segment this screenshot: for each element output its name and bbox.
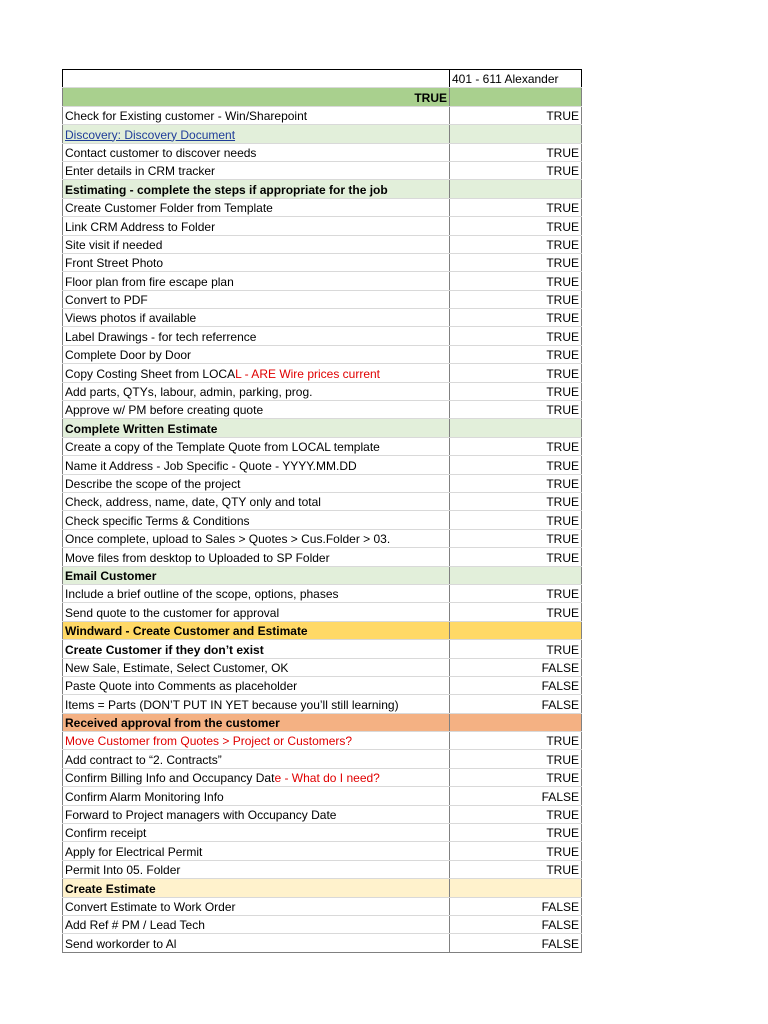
task-cell[interactable] [63,161,450,179]
status-value: FALSE [541,899,579,914]
table-row [63,511,582,529]
table-row [63,474,582,492]
status-value: TRUE [546,219,579,234]
section-row [63,180,582,198]
task-text: Views photos if available [65,311,197,326]
true-header-row [63,88,582,106]
task-text: Paste Quote into Comments as placeholder [65,679,298,694]
task-cell[interactable] [63,768,450,786]
status-cell[interactable] [450,198,582,216]
task-cell[interactable] [63,732,450,750]
status-value: FALSE [541,697,579,712]
task-note-red: Move Customer from Quotes > Project or Customers? [65,734,353,749]
task-cell[interactable] [63,529,450,547]
status-cell[interactable] [450,732,582,750]
status-cell[interactable] [450,805,582,823]
status-value: TRUE [546,458,579,473]
status-cell[interactable] [450,125,582,143]
table-row [63,345,582,363]
task-text: Enter details in CRM tracker [65,164,216,179]
task-cell[interactable] [63,198,450,216]
status-value: FALSE [541,936,579,951]
section-row [63,879,582,897]
table-row [63,842,582,860]
task-cell[interactable] [63,787,450,805]
task-text: Confirm Alarm Monitoring Info [65,789,224,804]
status-value: TRUE [546,293,579,308]
status-cell[interactable] [450,474,582,492]
status-cell[interactable] [450,456,582,474]
table-row [63,658,582,676]
task-note-red: e - What do I need? [274,771,380,786]
status-cell[interactable] [450,235,582,253]
status-value: TRUE [546,605,579,620]
table-row [63,750,582,768]
status-value: TRUE [546,642,579,657]
status-cell[interactable] [450,309,582,327]
task-cell[interactable] [63,217,450,235]
status-value: TRUE [546,495,579,510]
task-cell[interactable] [63,143,450,161]
task-text: Confirm receipt [65,826,147,841]
status-cell[interactable] [450,695,582,713]
table-row [63,824,582,842]
task-text: Email Customer [65,568,157,583]
status-value: TRUE [546,550,579,565]
table-row [63,732,582,750]
task-text: Approve w/ PM before creating quote [65,403,264,418]
section-row [63,419,582,437]
task-cell[interactable] [63,658,450,676]
task-cell[interactable] [63,897,450,915]
table-row [63,768,582,786]
status-cell[interactable] [450,897,582,915]
table-row [63,106,582,124]
table-row [63,290,582,308]
table-row [63,787,582,805]
table-row [63,640,582,658]
status-cell[interactable] [450,603,582,621]
status-cell[interactable] [450,401,582,419]
table-row [63,272,582,290]
status-cell[interactable] [450,382,582,400]
status-value: TRUE [546,513,579,528]
task-cell[interactable] [63,290,450,308]
task-text: Create Customer Folder from Template [65,201,273,216]
status-value: TRUE [546,808,579,823]
status-cell[interactable] [450,915,582,933]
task-text: Complete Door by Door [65,348,192,363]
task-text: Confirm Billing Info and Occupancy Dat [65,771,275,786]
table-row [63,253,582,271]
task-cell[interactable] [63,106,450,124]
task-text: Front Street Photo [65,256,164,271]
status-cell[interactable] [450,161,582,179]
task-cell[interactable] [63,548,450,566]
status-cell[interactable] [450,640,582,658]
task-text: Link CRM Address to Folder [65,219,216,234]
status-cell[interactable] [450,548,582,566]
task-note-red: L - ARE Wire prices current [235,366,381,381]
task-cell[interactable] [63,860,450,878]
task-text: New Sale, Estimate, Select Customer, OK [65,660,289,675]
table-row [63,235,582,253]
status-value: TRUE [546,587,579,602]
task-text: Create Estimate [65,881,156,896]
task-text: Include a brief outline of the scope, options, phases [65,587,339,602]
task-text: Check for Existing customer - Win/Sharepoint [65,109,308,124]
true-header-value-cell[interactable] [450,88,582,106]
task-text: Label Drawings - for tech referrence [65,329,257,344]
status-value: TRUE [546,164,579,179]
status-value: TRUE [546,863,579,878]
task-text: Apply for Electrical Permit [65,844,203,859]
status-cell[interactable] [450,511,582,529]
status-cell[interactable] [450,713,582,731]
task-cell[interactable] [63,125,450,143]
task-text: Check specific Terms & Conditions [65,513,250,528]
task-cell[interactable] [63,272,450,290]
header-row [63,70,582,88]
table-row [63,695,582,713]
status-cell[interactable] [450,143,582,161]
task-cell[interactable] [63,750,450,768]
task-cell[interactable] [63,879,450,897]
status-cell[interactable] [450,676,582,694]
task-text: Floor plan from fire escape plan [65,274,234,289]
task-text: Once complete, upload to Sales > Quotes > Cus.Folder > 03. [65,532,391,547]
status-cell[interactable] [450,290,582,308]
status-value: TRUE [546,440,579,455]
status-cell[interactable] [450,750,582,768]
task-text: Convert Estimate to Work Order [65,899,236,914]
status-value: FALSE [541,789,579,804]
status-cell[interactable] [450,419,582,437]
status-cell[interactable] [450,180,582,198]
table-row [63,603,582,621]
task-text: Add parts, QTYs, labour, admin, parking, prog. [65,385,313,400]
task-text: Items = Parts (DON’T PUT IN YET because you’ll still learning) [65,697,399,712]
table-row [63,860,582,878]
task-text: Check, address, name, date, QTY only and total [65,495,321,510]
task-cell[interactable] [63,345,450,363]
task-cell[interactable] [63,401,450,419]
section-row [63,621,582,639]
status-value: TRUE [546,237,579,252]
task-cell[interactable] [63,456,450,474]
table-row [63,915,582,933]
status-value: TRUE [546,403,579,418]
table-row [63,548,582,566]
status-cell[interactable] [450,658,582,676]
status-value: TRUE [546,109,579,124]
task-cell[interactable] [63,180,450,198]
task-text: Estimating - complete the steps if appropriate for the job [65,182,388,197]
table-row [63,401,582,419]
table-row [63,327,582,345]
status-cell[interactable] [450,345,582,363]
table-row [63,934,582,952]
status-value: TRUE [546,145,579,160]
task-text: Copy Costing Sheet from LOCA [65,366,236,381]
task-cell[interactable] [63,327,450,345]
task-cell[interactable] [63,253,450,271]
task-text: Permit Into 05. Folder [65,863,181,878]
task-text: Create a copy of the Template Quote from LOCAL template [65,440,380,455]
status-value: TRUE [546,385,579,400]
task-cell[interactable] [63,364,450,382]
task-text: Received approval from the customer [65,716,280,731]
status-cell[interactable] [450,566,582,584]
task-text: Contact customer to discover needs [65,145,257,160]
status-cell[interactable] [450,327,582,345]
status-cell[interactable] [450,364,582,382]
task-cell[interactable] [63,235,450,253]
task-text: Forward to Project managers with Occupancy Date [65,808,337,823]
table-row [63,364,582,382]
status-cell[interactable] [450,437,582,455]
task-text: Add Ref # PM / Lead Tech [65,918,205,933]
task-text: Create Customer if they don’t exist [65,642,264,657]
table-row [63,143,582,161]
section-row [63,125,582,143]
table-row [63,805,582,823]
status-value: TRUE [546,734,579,749]
task-cell[interactable] [63,842,450,860]
task-cell[interactable] [63,824,450,842]
task-text: Describe the scope of the project [65,476,241,491]
task-cell[interactable] [63,584,450,602]
table-row [63,529,582,547]
task-cell[interactable] [63,695,450,713]
status-cell[interactable] [450,842,582,860]
status-value: TRUE [546,256,579,271]
task-cell[interactable] [63,915,450,933]
task-cell[interactable] [63,437,450,455]
task-cell[interactable] [63,492,450,510]
status-value: TRUE [546,311,579,326]
status-value: TRUE [546,201,579,216]
status-cell[interactable] [450,787,582,805]
status-value: FALSE [541,660,579,675]
table-row [63,456,582,474]
task-cell[interactable] [63,934,450,952]
task-text: Send workorder to Al [65,936,177,951]
table-row [63,217,582,235]
task-text: Site visit if needed [65,237,163,252]
task-cell[interactable] [63,805,450,823]
status-value: TRUE [546,771,579,786]
status-value: FALSE [541,918,579,933]
task-cell[interactable] [63,309,450,327]
status-cell[interactable] [450,621,582,639]
task-cell[interactable] [63,566,450,584]
status-value: TRUE [546,826,579,841]
task-text[interactable]: Discovery: Discovery Document [65,127,236,142]
checklist-spreadsheet [62,69,582,953]
task-text: Add contract to “2. Contracts” [65,752,222,767]
status-cell[interactable] [450,934,582,952]
status-value: TRUE [546,532,579,547]
task-text: Move files from desktop to Uploaded to SP Folder [65,550,330,565]
address-header-cell[interactable]: 401 - 611 Alexander [450,70,582,88]
task-cell[interactable] [63,603,450,621]
status-value: TRUE [546,329,579,344]
task-cell[interactable] [63,640,450,658]
status-cell[interactable] [450,529,582,547]
status-cell[interactable] [450,106,582,124]
task-text: Windward - Create Customer and Estimate [65,624,308,639]
status-cell[interactable] [450,492,582,510]
table-row [63,897,582,915]
task-cell[interactable] [63,621,450,639]
task-text: Send quote to the customer for approval [65,605,280,620]
table-row [63,492,582,510]
task-text: Name it Address - Job Specific - Quote - YYYY.MM.DD [65,458,357,473]
status-cell[interactable] [450,253,582,271]
task-text: Convert to PDF [65,293,148,308]
table-row [63,382,582,400]
status-cell[interactable] [450,824,582,842]
status-cell[interactable] [450,860,582,878]
status-value: TRUE [546,348,579,363]
status-value: TRUE [546,476,579,491]
true-header-cell[interactable]: TRUE [63,88,450,106]
table-row [63,198,582,216]
status-value: FALSE [541,679,579,694]
status-value: TRUE [546,844,579,859]
task-cell[interactable] [63,713,450,731]
task-cell[interactable] [63,382,450,400]
table-row [63,584,582,602]
task-text: Complete Written Estimate [65,421,218,436]
table-row [63,437,582,455]
header-blank-cell[interactable] [63,70,450,88]
section-row [63,713,582,731]
status-value: TRUE [546,274,579,289]
table-row [63,676,582,694]
task-cell[interactable] [63,474,450,492]
section-row [63,566,582,584]
status-cell[interactable] [450,584,582,602]
status-cell[interactable] [450,879,582,897]
task-cell[interactable] [63,511,450,529]
status-value: TRUE [546,752,579,767]
table-row [63,309,582,327]
status-cell[interactable] [450,217,582,235]
task-cell[interactable] [63,419,450,437]
status-cell[interactable] [450,272,582,290]
status-cell[interactable] [450,768,582,786]
task-cell[interactable] [63,676,450,694]
status-value: TRUE [546,366,579,381]
table-row [63,161,582,179]
